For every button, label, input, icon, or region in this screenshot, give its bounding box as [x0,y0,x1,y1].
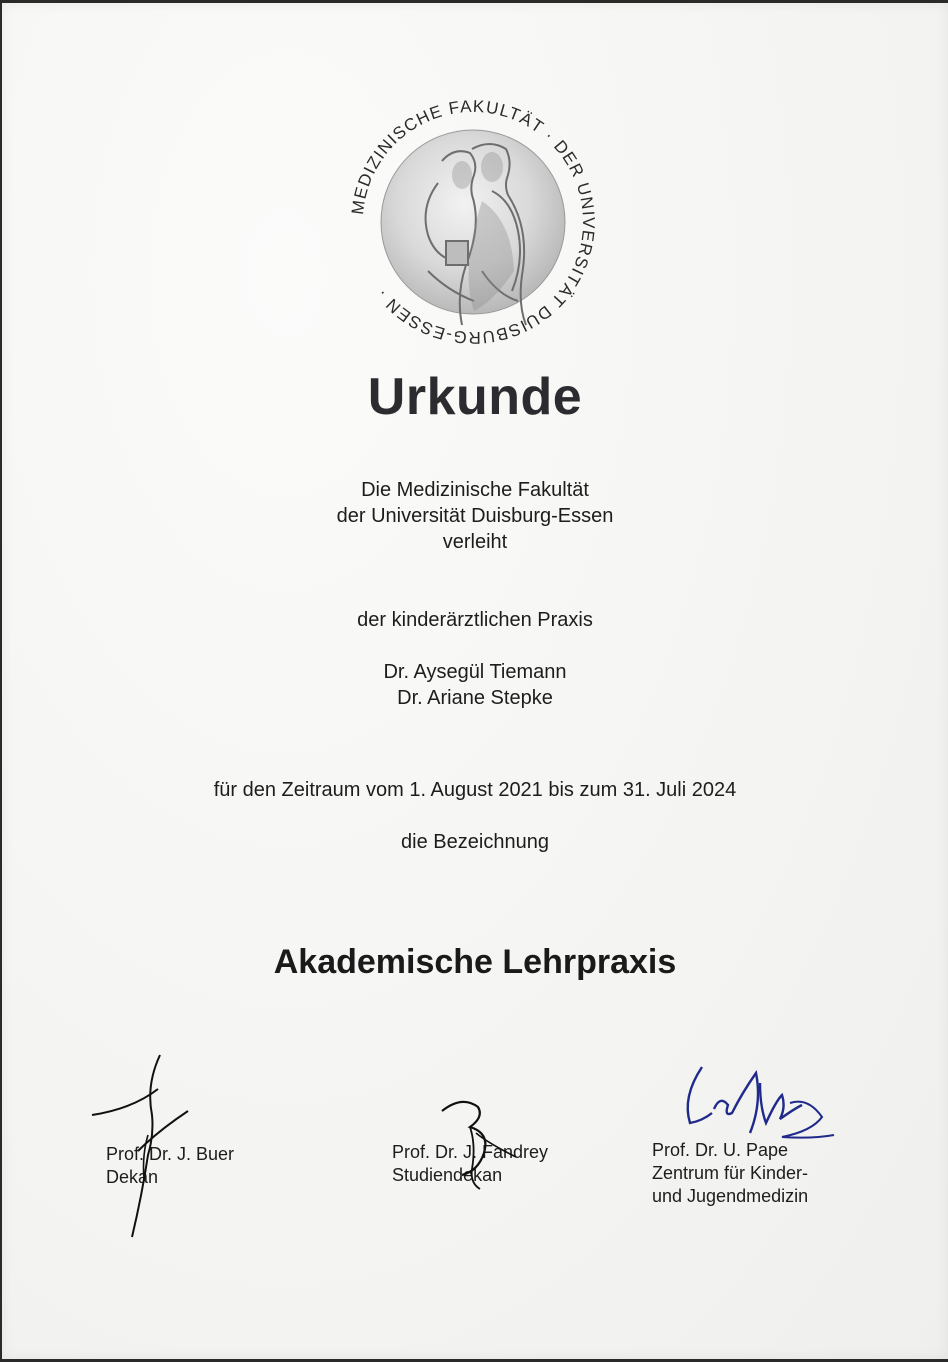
certificate-title: Urkunde [367,368,583,426]
recipient-name-2: Dr. Ariane Stepke [397,687,553,709]
intro-line-3: verleiht [442,531,508,553]
svg-text:MEDIZINISCHE FAKULTÄT · DER UN: MEDIZINISCHE FAKULTÄT · DER UNIVERSITÄT DUISBURG-ESSEN · [348,96,599,348]
certificate-page [2,3,948,1359]
signatory-role: Zentrum für Kinder- [652,1163,809,1183]
signatory-name: Prof. Dr. J. Buer [106,1144,235,1164]
faculty-seal [342,91,604,353]
designation-label: die Bezeichnung [401,831,549,853]
recipient-name-1: Dr. Aysegül Tiemann [383,661,567,683]
signatory-role-line-2: und Jugendmedizin [652,1186,809,1206]
signatory-name: Prof. Dr. U. Pape [652,1140,789,1160]
period-text: für den Zeitraum vom 1. August 2021 bis zum 31. Juli 2024 [213,779,737,801]
seal-emblem-icon [342,91,604,353]
signatory-role: Dekan [106,1167,159,1187]
signatory-role: Studiendekan [392,1165,503,1185]
intro-line-2: der Universität Duisburg-Essen [336,505,614,527]
recipient-label: der kinderärztlichen Praxis [357,609,593,631]
signature-fandrey-icon [432,1093,532,1193]
intro-line-1: Die Medizinische Fakultät [361,479,589,501]
signatory-name: Prof. Dr. J. Fandrey [392,1142,549,1162]
designation-title: Akademische Lehrpraxis [273,943,677,981]
signature-buer-icon [88,1051,208,1241]
signature-pape-icon [672,1053,842,1153]
